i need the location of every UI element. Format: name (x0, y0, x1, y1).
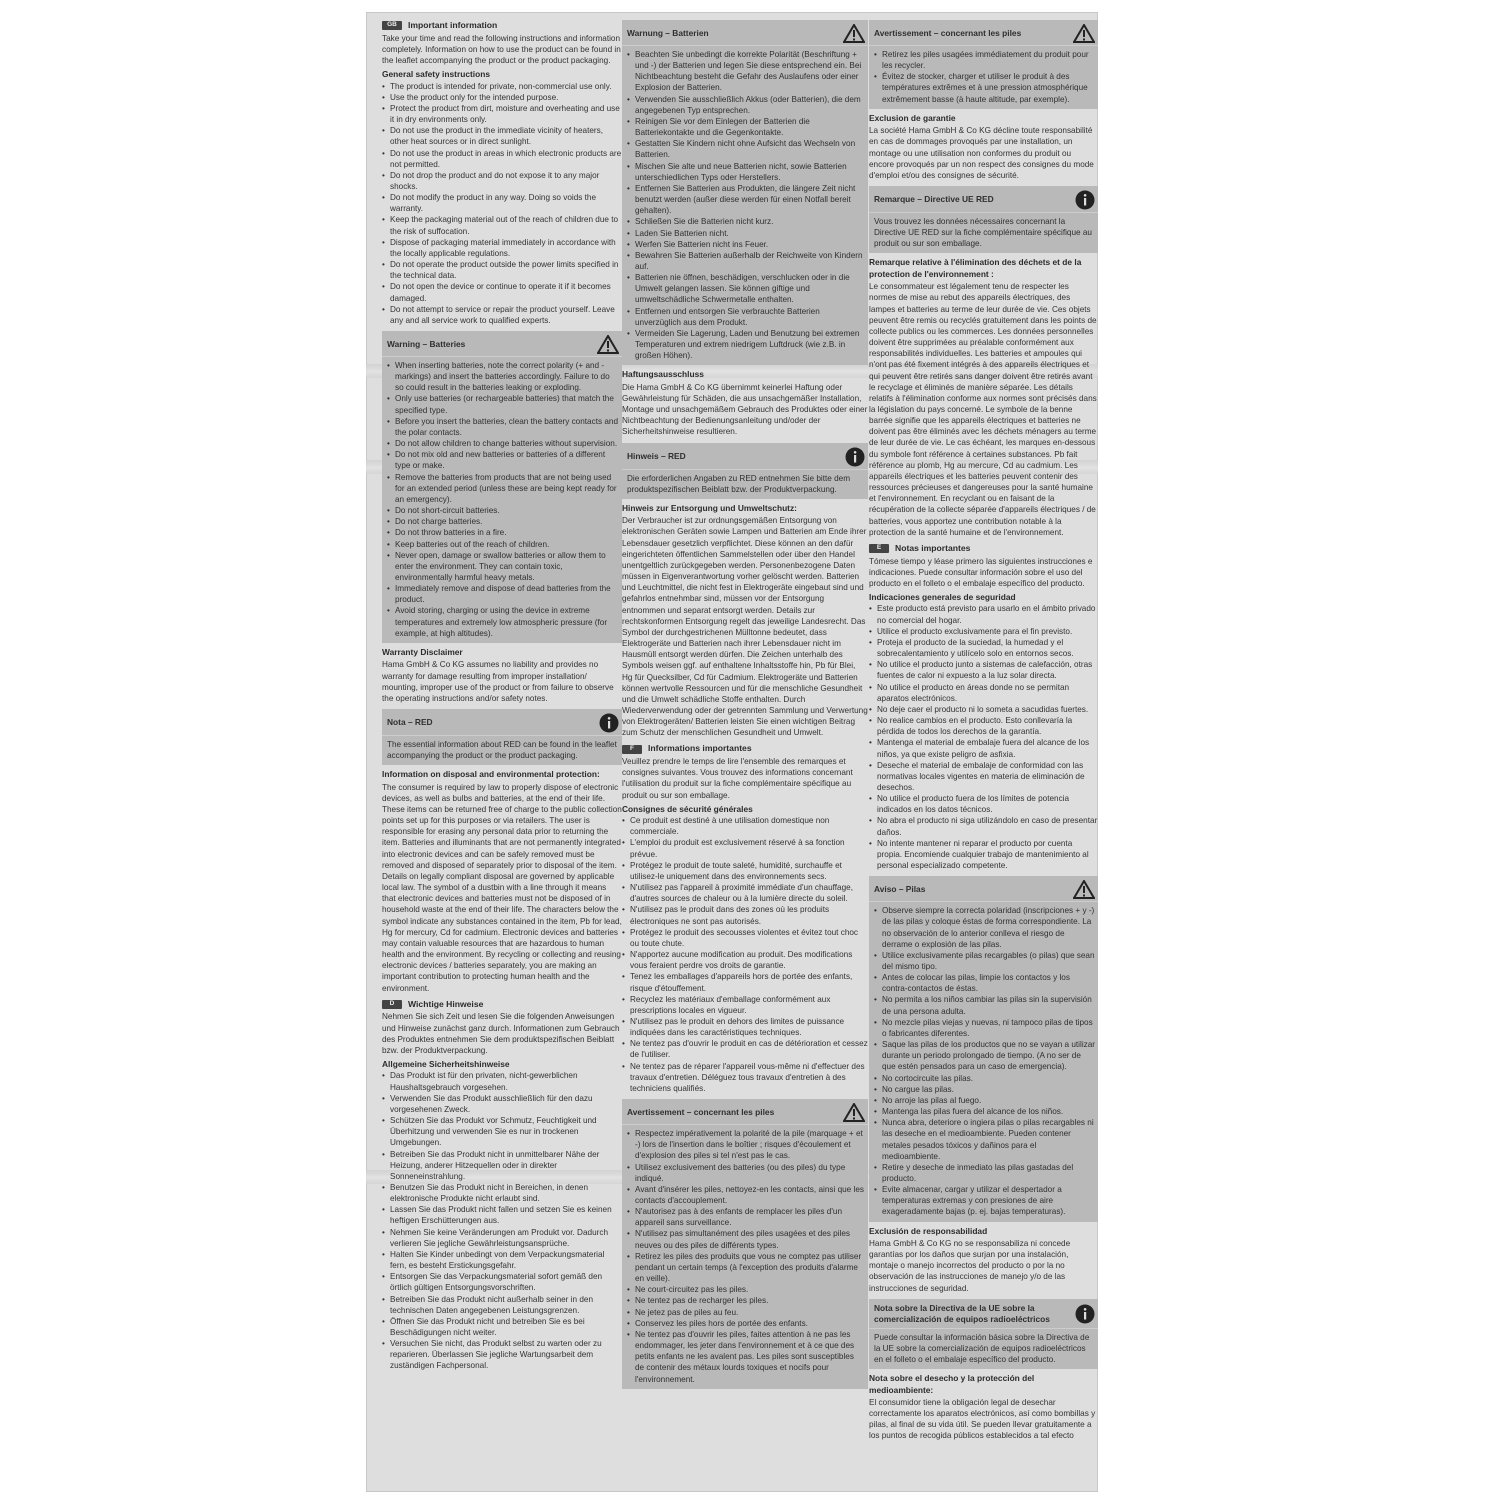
leaflet-column-3 (869, 12, 1098, 1492)
list-item: • No cortocircuite las pilas. (874, 1073, 1095, 1084)
red-note-box (382, 709, 622, 765)
list-item: • Proteja el producto de la suciedad, la humedad y el sobrecalentamiento y utilícelo solo en entornos secos. (869, 637, 1098, 659)
section-header-e (869, 543, 1098, 555)
list-item: • Nehmen Sie keine Veränderungen am Produkt vor. Dadurch verlieren Sie jegliche Gewährleistungsansprüche. (382, 1227, 622, 1249)
list-item: • Do not open the device or continue to operate it if it becomes damaged. (382, 281, 622, 303)
warranty-text: Hama GmbH & Co KG assumes no liability and provides no warranty for damage resulting from improper installation/ mounting, improper use of the product or from failure to observe the operating instructions and/or safety notes. (382, 660, 614, 703)
list-item: • Das Produkt ist für den privaten, nicht-gewerblichen Haushaltsgebrauch vorgesehen. (382, 1070, 622, 1092)
list-item: • No abra el producto ni siga utilizándolo en caso de presentar daños. (869, 815, 1098, 837)
list-item: • Reinigen Sie vor dem Einlegen der Batterien die Batteriekontakte und die Gegenkontakte. (627, 116, 865, 138)
list-item: • Avant d'insérer les piles, nettoyez-en les contacts, ainsi que les contacts d'accouplement. (627, 1184, 865, 1206)
list-item: • Mantenga el material de embalaje fuera del alcance de los niños, ya que existe peligro de asfixia. (869, 737, 1098, 759)
battery-warning-box (869, 876, 1098, 1221)
list-item: • Conservez les piles hors de portée des enfants. (627, 1318, 865, 1329)
list-item: • No arroje las pilas al fuego. (874, 1095, 1095, 1106)
list-item: • Do not drop the product and do not expose it to any major shocks. (382, 170, 622, 192)
disposal-heading: Information on disposal and environmental protection: (382, 769, 600, 780)
section-title: Wichtige Hinweise (408, 998, 484, 1009)
list-item: • Do not allow children to change batteries without supervision. (387, 438, 619, 449)
list-item: • N'utilisez pas le produit en dehors des limites de puissance indiquées dans les caractéristiques techniques. (622, 1016, 868, 1038)
warning-triangle-icon (1073, 24, 1095, 43)
list-item: • Betreiben Sie das Produkt nicht in unmittelbarer Nähe der Heizung, anderer Hitzequellen oder in direkter Sonneneinstrahlung. (382, 1149, 622, 1182)
list-item: • Ne tentez pas de réparer l'appareil vous-même ni d'effectuer des travaux d'entretien. Déléguez tous travaux d'entretien à des techniciens qualifiés. (622, 1061, 868, 1094)
list-item: • Ne jetez pas de piles au feu. (627, 1307, 865, 1318)
list-item: • Utilice exclusivamente pilas recargables (o pilas) que sean del mismo tipo. (874, 950, 1095, 972)
list-item: • Protégez le produit de toute saleté, humidité, surchauffe et utilisez-le uniquement dans des environnements secs. (622, 860, 868, 882)
warranty-text: Hama GmbH & Co KG no se responsabiliza ni concede garantías por los daños que surjan por una instalación, montaje o manejo incorrectos del producto o por la no observación de las instrucciones de manejo y/o de las instrucciones de seguridad. (869, 1239, 1071, 1293)
list-item: • N'utilisez pas simultanément des piles usagées et des piles neuves ou des piles de différents types. (627, 1228, 865, 1250)
list-item: • No utilice el producto en áreas donde no se permitan aparatos electrónicos. (869, 682, 1098, 704)
battery-warning-box (382, 331, 622, 643)
intro-paragraph: Veuillez prendre le temps de lire l'ensemble des remarques et consignes suivantes. Vous trouvez des informations concernant l'utilisation du produit sur la fiche complémentaire spécifique au produit ou sur son emballage. (622, 757, 853, 800)
language-badge-d: D (382, 1000, 402, 1009)
warning-title: Avertissement – concernant les piles (627, 1106, 775, 1117)
warning-title: Avertissement – concernant les piles (874, 27, 1022, 38)
list-item: • Do not use the product in areas in which electronic products are not permitted. (382, 148, 622, 170)
list-item: • Recyclez les matériaux d'emballage conformément aux prescriptions locales en vigueur. (622, 994, 868, 1016)
list-item: • Retirez les piles usagées immédiatement du produit pour les recycler. (874, 49, 1095, 71)
list-item: • Immediately remove and dispose of dead batteries from the product. (387, 583, 619, 605)
list-item: • When inserting batteries, note the correct polarity (+ and - markings) and insert the batteries accordingly. Failure to do so could result in the batteries leaking or exploding. (387, 360, 619, 393)
list-item: • Ne tentez pas de recharger les piles. (627, 1295, 865, 1306)
red-note-text: Puede consultar la información básica sobre la Directiva de la UE sobre la comercialización de equipos radioeléctricos en el folleto o el embalaje específico del producto. (874, 1332, 1090, 1364)
list-item: • Ne tentez pas d'ouvrir le produit en cas de détérioration et cessez de l'utiliser. (622, 1038, 868, 1060)
disposal-heading: Hinweis zur Entsorgung und Umweltschutz: (622, 502, 797, 513)
red-note-title: Hinweis – RED (627, 450, 686, 461)
list-item: • Werfen Sie Batterien nicht ins Feuer. (627, 239, 865, 250)
warning-title: Warnung – Batterien (627, 27, 709, 38)
info-icon (845, 447, 865, 467)
list-item: • Öffnen Sie das Produkt nicht und betreiben Sie es bei Beschädigungen nicht weiter. (382, 1316, 622, 1338)
list-item: • No permita a los niños cambiar las pilas sin la supervisión de una persona adulta. (874, 994, 1095, 1016)
list-item: • Protégez le produit des secousses violentes et évitez tout choc ou toute chute. (622, 927, 868, 949)
list-item: • Do not mix old and new batteries or batteries of a different type or make. (387, 449, 619, 471)
list-item: • No utilice el producto fuera de los límites de potencia indicados en los datos técnicos. (869, 793, 1098, 815)
section-header-f (622, 743, 868, 755)
red-note-title: Nota – RED (387, 717, 433, 728)
battery-warning-list (874, 49, 1095, 105)
list-item: • Schließen Sie die Batterien nicht kurz. (627, 216, 865, 227)
list-item: • Antes de colocar las pilas, limpie los contactos y los contra-contactos de éstas. (874, 972, 1095, 994)
general-safety-list (869, 603, 1098, 871)
list-item: • Utilice el producto exclusivamente para el fin previsto. (869, 626, 1098, 637)
list-item: • Schützen Sie das Produkt vor Schmutz, Feuchtigkeit und Überhitzung und verwenden Sie es nur in trockenen Umgebungen. (382, 1115, 622, 1148)
list-item: • Retirez les piles des produits que vous ne comptez pas utiliser pendant un certain temps (à l'exception des produits d'alarme en veille). (627, 1251, 865, 1284)
list-item: • Do not operate the product outside the power limits specified in the technical data. (382, 259, 622, 281)
leaflet-column-1 (382, 12, 622, 1492)
list-item: • Versuchen Sie nicht, das Produkt selbst zu warten oder zu reparieren. Überlassen Sie jegliche Wartungsarbeit dem zuständigen Fachpersonal. (382, 1338, 622, 1371)
list-item: • No mezcle pilas viejas y nuevas, ni tampoco pilas de tipos o fabricantes diferentes. (874, 1017, 1095, 1039)
list-item: • The product is intended for private, non-commercial use only. (382, 81, 622, 92)
general-safety-list (622, 815, 868, 1094)
info-icon (599, 713, 619, 733)
list-item: • Do not throw batteries in a fire. (387, 527, 619, 538)
list-item: • Évitez de stocker, charger et utiliser le produit à des températures extrêmes et à une pression atmosphérique extrêmement basse (à haute altitude, par exemple). (874, 71, 1095, 104)
list-item: • Verwenden Sie ausschließlich Akkus (oder Batterien), die dem angegebenen Typ entsprechen. (627, 94, 865, 116)
list-item: • Do not use the product in the immediate vicinity of heaters, other heat sources or in direct sunlight. (382, 125, 622, 147)
section-title: Informations importantes (648, 743, 752, 754)
intro-paragraph: Take your time and read the following instructions and information completely. Information on how to use the product can be found in the leaflet accompanying the product or the product packaging. (382, 33, 621, 65)
battery-warning-box (622, 20, 868, 365)
list-item: • Utilisez exclusivement des batteries (ou des piles) du type indiqué. (627, 1162, 865, 1184)
list-item: • Observe siempre la correcta polaridad (inscripciones + y -) de las pilas y coloque éstas de forma correspondiente. La no observación de lo anterior conlleva el riesgo de derrame o explosión de las pilas. (874, 905, 1095, 950)
red-note-text: The essential information about RED can be found in the leaflet accompanying the product or the product packaging. (387, 739, 617, 761)
list-item: • Ne court-circuitez pas les piles. (627, 1284, 865, 1295)
list-item: • Evite almacenar, cargar y utilizar el despertador a temperaturas extremas y con presiones de aire exageradamente bajas (p. ej. bajas temperaturas). (874, 1184, 1095, 1217)
red-note-title: Remarque – Directive UE RED (874, 194, 994, 205)
general-safety-list (382, 81, 622, 326)
general-safety-heading: Consignes de sécurité générales (622, 803, 753, 814)
warranty-text: La société Hama GmbH & Co KG décline toute responsabilité en cas de dommages provoqués par une installation, un montage ou une utilisation non conformes du produit ou encore provoqués par un non respect des consignes du mode d'emploi et/ou des consignes de sécurité. (869, 126, 1094, 180)
list-item: • Bewahren Sie Batterien außerhalb der Reichweite von Kindern auf. (627, 250, 865, 272)
warning-triangle-icon (1073, 880, 1095, 899)
red-note-title: Nota sobre la Directiva de la UE sobre la comercialización de equipos radioeléctricos (874, 1302, 1050, 1325)
liability-heading: Haftungsausschluss (622, 369, 704, 380)
section-header-gb (382, 20, 622, 32)
disposal-heading: Nota sobre el desecho y la protección del medioambiente: (869, 1373, 1035, 1395)
list-item: • Do not charge batteries. (387, 516, 619, 527)
list-item: • Tenez les emballages d'appareils hors de portée des enfants, risque d'étouffement. (622, 971, 868, 993)
list-item: • N'utilisez pas l'appareil à proximité immédiate d'un chauffage, d'autres sources de chaleur ou à la lumière directe du soleil. (622, 882, 868, 904)
battery-warning-list (627, 1128, 865, 1385)
general-safety-heading: Indicaciones generales de seguridad (869, 592, 1016, 603)
warranty-heading: Exclusion de garantie (869, 112, 956, 123)
red-note-box (622, 443, 868, 499)
section-title: Important information (408, 20, 498, 30)
language-badge-e: E (869, 544, 889, 553)
warning-triangle-icon (597, 335, 619, 354)
list-item: • Deseche el material de embalaje de conformidad con las normativas locales vigentes en materia de eliminación de desechos. (869, 760, 1098, 793)
list-item: • L'emploi du produit est exclusivement réservé à sa fonction prévue. (622, 837, 868, 859)
list-item: • Gestatten Sie Kindern nicht ohne Aufsicht das Wechseln von Batterien. (627, 138, 865, 160)
warranty-heading: Warranty Disclaimer (382, 646, 463, 657)
list-item: • Never open, damage or swallow batteries or allow them to enter the environment. They can contain toxic, environmentally harmful heavy metals. (387, 550, 619, 583)
list-item: • Dispose of packaging material immediately in accordance with the locally applicable regulations. (382, 237, 622, 259)
disposal-heading: Remarque relative à l'élimination des déchets et de la protection de l'environnement : (869, 257, 1082, 279)
intro-paragraph: Tómese tiempo y léase primero las siguientes instrucciones e indicaciones. Puede consultar información sobre el uso del producto en el folleto o el embalaje específico del producto. (869, 556, 1093, 588)
list-item: • Verwenden Sie das Produkt ausschließlich für den dazu vorgesehenen Zweck. (382, 1093, 622, 1115)
list-item: • Only use batteries (or rechargeable batteries) that match the specified type. (387, 393, 619, 415)
disposal-text: Le consommateur est légalement tenu de respecter les normes de mise au rebut des appareils électriques, des lampes et batteries au terme de leur durée de vie. Ces objets peuvent être remis ou recyclés gratuitement dans les points de collecte publics ou les commerces. Les données personnelles doivent être supprimées au préalable conformément aux responsabilités individuelles. Les batteries et ampoules qui n'ont pas été fixement intégrés à des appareils électriques et qui peuvent être retirés sans danger doivent être retirés avant le recyclage et éliminés de manière séparée. Les détails relatifs à l'élimination conforme aux normes sont précisés dans la législation du pays concerné. Le symbole de la benne barrée signifie que les appareils électriques et batteries ne doivent pas être éliminés avec les déchets ménagers au terme de leur durée de vie. Le cas échéant, les marques en-dessous du symbole font référence à certaines substances. Pb fait référence au plomb, Hg au mercure, Cd au cadmium. Les appareils électriques et les batteries peuvent contenir des ressources précieuses et dangereuses pour la santé humaine et l'environnement. En recyclant ou en faisant de la récupération de la collecte séparée d'appareils électriques / de batteries, vous apportez une contribution notable à la protection de la santé humaine et de l'environnement. (869, 282, 1097, 537)
list-item: • No utilice el producto junto a sistemas de calefacción, otras fuentes de calor ni expuesto a la luz solar directa. (869, 659, 1098, 681)
red-note-box (869, 186, 1098, 253)
section-header-d (382, 999, 622, 1011)
list-item: • Retire y deseche de inmediato las pilas gastadas del producto. (874, 1162, 1095, 1184)
list-item: • N'apportez aucune modification au produit. Des modifications vous feraient perdre vos droits de garantie. (622, 949, 868, 971)
list-item: • Do not short-circuit batteries. (387, 505, 619, 516)
battery-warning-box (622, 1099, 868, 1389)
warning-title: Warning – Batteries (387, 338, 466, 349)
list-item: • Halten Sie Kinder unbedingt von dem Verpackungsmaterial fern, es besteht Erstickungsgefahr. (382, 1249, 622, 1271)
warning-triangle-icon (843, 1103, 865, 1122)
general-safety-heading: General safety instructions (382, 69, 490, 80)
list-item: • Entfernen Sie Batterien aus Produkten, die längere Zeit nicht benutzt werden (außer diese werden für einen Notfall bereit gehalten). (627, 183, 865, 216)
list-item: • Entfernen und entsorgen Sie verbrauchte Batterien unverzüglich aus dem Produkt. (627, 306, 865, 328)
list-item: • Laden Sie Batterien nicht. (627, 228, 865, 239)
red-note-box (869, 1299, 1098, 1369)
battery-warning-list (627, 49, 865, 361)
list-item: • Este producto está previsto para usarlo en el ámbito privado no comercial del hogar. (869, 603, 1098, 625)
list-item: • N'utilisez pas le produit dans des zones où les produits électroniques ne sont pas autorisés. (622, 904, 868, 926)
list-item: • Respectez impérativement la polarité de la pile (marquage + et -) lors de l'insertion dans le boîtier ; risques d'écoulement et d'explosion des piles si tel n'est pas le cas. (627, 1128, 865, 1161)
list-item: • Ce produit est destiné à une utilisation domestique non commerciale. (622, 815, 868, 837)
list-item: • Keep batteries out of the reach of children. (387, 539, 619, 550)
battery-warning-box (869, 20, 1098, 109)
list-item: • No intente mantener ni reparar el producto por cuenta propia. Encomiende cualquier trabajo de mantenimiento al personal especializado competente. (869, 838, 1098, 871)
list-item: • Do not attempt to service or repair the product yourself. Leave any and all service work to qualified experts. (382, 304, 622, 326)
list-item: • Use the product only for the intended purpose. (382, 92, 622, 103)
intro-paragraph: Nehmen Sie sich Zeit und lesen Sie die folgenden Anweisungen und Hinweise zunächst ganz durch. Informationen zum Gebrauch des Produktes entnehmen Sie dem produktspezifischen Beiblatt bzw. der Produktverpackung. (382, 1012, 620, 1055)
warranty-heading: Exclusión de responsabilidad (869, 1225, 988, 1236)
leaflet-column-2 (622, 12, 868, 1492)
red-note-text: Die erforderlichen Angaben zu RED entnehmen Sie bitte dem produktspezifischen Beiblatt bzw. der Produktverpackung. (627, 473, 851, 494)
list-item: • Mantenga las pilas fuera del alcance de los niños. (874, 1106, 1095, 1117)
list-item: • Mischen Sie alte und neue Batterien nicht, sowie Batterien unterschiedlichen Typs oder Herstellers. (627, 161, 865, 183)
list-item: • Vermeiden Sie Lagerung, Laden und Benutzung bei extremen Temperaturen und extrem niedrigem Luftdruck (wie z.B. in großen Höhen). (627, 328, 865, 361)
general-safety-heading: Allgemeine Sicherheitshinweise (382, 1058, 510, 1069)
list-item: • Entsorgen Sie das Verpackungsmaterial sofort gemäß den örtlich gültigen Entsorgungsvorschriften. (382, 1271, 622, 1293)
red-note-text: Vous trouvez les données nécessaires concernant la Directive UE RED sur la fiche complémentaire spécifique au produit ou sur son emballage. (874, 216, 1092, 249)
list-item: • Remove the batteries from products that are not being used for an extended period (unless these are being kept ready for an emergency). (387, 472, 619, 505)
list-item: • Do not modify the product in any way. Doing so voids the warranty. (382, 192, 622, 214)
list-item: • No cargue las pilas. (874, 1084, 1095, 1095)
list-item: • Before you insert the batteries, clean the battery contacts and the polar contacts. (387, 416, 619, 438)
section-title: Notas importantes (895, 542, 971, 553)
language-badge-f: F (622, 745, 642, 754)
list-item: • Keep the packaging material out of the reach of children due to the risk of suffocation. (382, 214, 622, 236)
list-item: • N'autorisez pas à des enfants de remplacer les piles d'un appareil sans surveillance. (627, 1206, 865, 1228)
warning-triangle-icon (843, 24, 865, 43)
disposal-text: El consumidor tiene la obligación legal de desechar correctamente los aparatos electrónicos, así como bombillas y pilas, al final de su vida útil. Se pueden llevar gratuitamente a los puntos de recogida públicos establecidos a tal efecto (869, 1397, 1096, 1441)
list-item: • Batterien nie öffnen, beschädigen, verschlucken oder in die Umwelt gelangen lassen. Sie können giftige und umweltschädliche Schwermetalle enthalten. (627, 272, 865, 305)
list-item: • Nunca abra, deteriore o ingiera pilas o pilas recargables ni las deseche en el medioambiente. Pueden contener metales pesados tóxicos y dañinos para el medioambiente. (874, 1117, 1095, 1162)
battery-warning-list (874, 905, 1095, 1217)
warning-title: Aviso – Pilas (874, 884, 926, 894)
list-item: • Protect the product from dirt, moisture and overheating and use it in dry environments only. (382, 103, 622, 125)
general-safety-list (382, 1070, 622, 1371)
list-item: • Saque las pilas de los productos que no se vayan a utilizar durante un periodo prolongado de tiempo. (A no ser de que estén pensados para un caso de emergencia). (874, 1039, 1095, 1072)
list-item: • Benutzen Sie das Produkt nicht in Bereichen, in denen elektronische Produkte nicht erlaubt sind. (382, 1182, 622, 1204)
language-badge-gb: GB (382, 21, 402, 30)
list-item: • No realice cambios en el producto. Esto conllevaría la pérdida de todos los derechos de la garantía. (869, 715, 1098, 737)
battery-warning-list (387, 360, 619, 639)
list-item: • Betreiben Sie das Produkt nicht außerhalb seiner in den technischen Daten angegebenen Leistungsgrenzen. (382, 1294, 622, 1316)
disposal-text: Der Verbraucher ist zur ordnungsgemäßen Entsorgung von elektronischen Geräten sowie Lampen und Batterien am Ende ihrer Lebensdauer gesetzlich verpflichtet. Diese können an den dafür eingerichteten öffentlichen Sammelstellen oder über den Handel unentgeltlich zurückgegeben werden. Personenbezogene Daten müssen in Eigenverantwortung vorher gelöscht werden. Batterien und Leuchtmittel, die nicht fest in Elektrogeräte eingebaut sind und gefahrlos entnehmbar sind, müssen vor der Entsorgung entnommen und separat entsorgt werden. Details zur rechtskonformen Entsorgung regelt das jeweilige Landesrecht. Das Symbol der durchgestrichenen Mülltonne bedeutet, dass Elektrogeräte und Batterien nach ihrer Lebensdauer nicht im Hausmüll entsorgt werden dürfen. Die Zeichen unterhalb des Symbols weisen ggf. auf enthaltene Inhaltsstoffe hin, Pb für Blei, Hg für Quecksilber, Cd für Cadmium. Elektrogeräte und Batterien können wertvolle Ressourcen und für die menschliche Gesundheit und die Umwelt schädliche Stoffe enthalten. Durch Wiederverwendung oder der getrennten Sammlung und Verwertung von Elektrogeräten/ Batterien leisten Sie einen wichtigen Beitrag zum Schutz der menschlichen Gesundheit und Umwelt. (622, 516, 868, 738)
liability-text: Die Hama GmbH & Co KG übernimmt keinerlei Haftung oder Gewährleistung für Schäden, die aus unsachgemäßer Installation, Montage und unsachgemäßem Gebrauch des Produktes oder einer Nichtbeachtung der Bedienungsanleitung und/oder der Sicherheitshinweise resultieren. (622, 382, 868, 437)
list-item: • Ne tentez pas d'ouvrir les piles, faites attention à ne pas les endommager, les jeter dans l'environnement et à ce que des petits enfants ne les avalent pas. Les piles sont susceptibles de contenir des métaux lourds toxiques et nocifs pour l'environnement. (627, 1329, 865, 1385)
disposal-text: The consumer is required by law to properly dispose of electronic devices, as well as bulbs and batteries, at the end of their life. These items can be returned free of charge to the public collection points set up for this purposes or via retailers. The user is responsible for erasing any personal data prior to returning the item. Batteries and illuminants that are not permanently integrated into electronic devices and can be safely removed must be removed and disposed of separately prior to disposal of the item. Details on legally compliant disposal are governed by applicable local law. The symbol of a dustbin with a line through it means that electronic devices and batteries must not be disposed of in household waste at the end of their life. The characters below the symbol indicate any substances contained in the item, Pb for lead, Hg for mercury, Cd for cadmium. Electronic devices and batteries may contain valuable resources that are hazardous to human health and the environment. By recycling or collecting and reusing electronic devices / batteries separately, you are making an important contribution to protecting human health and the environment. (382, 782, 622, 993)
info-icon (1075, 190, 1095, 210)
list-item: • Lassen Sie das Produkt nicht fallen und setzen Sie es keinen heftigen Erschütterungen aus. (382, 1204, 622, 1226)
list-item: • Avoid storing, charging or using the device in extreme temperatures and extremely low atmospheric pressure (for example, at high altitudes). (387, 605, 619, 638)
list-item: • No deje caer el producto ni lo someta a sacudidas fuertes. (869, 704, 1098, 715)
list-item: • Beachten Sie unbedingt die korrekte Polarität (Beschriftung + und -) der Batterien und legen Sie diese entsprechend ein. Bei Nichtbeachtung besteht die Gefahr des Auslaufens oder einer Explosion der Batterien. (627, 49, 865, 94)
info-icon (1075, 1304, 1095, 1324)
instruction-leaflet (366, 12, 1098, 1492)
